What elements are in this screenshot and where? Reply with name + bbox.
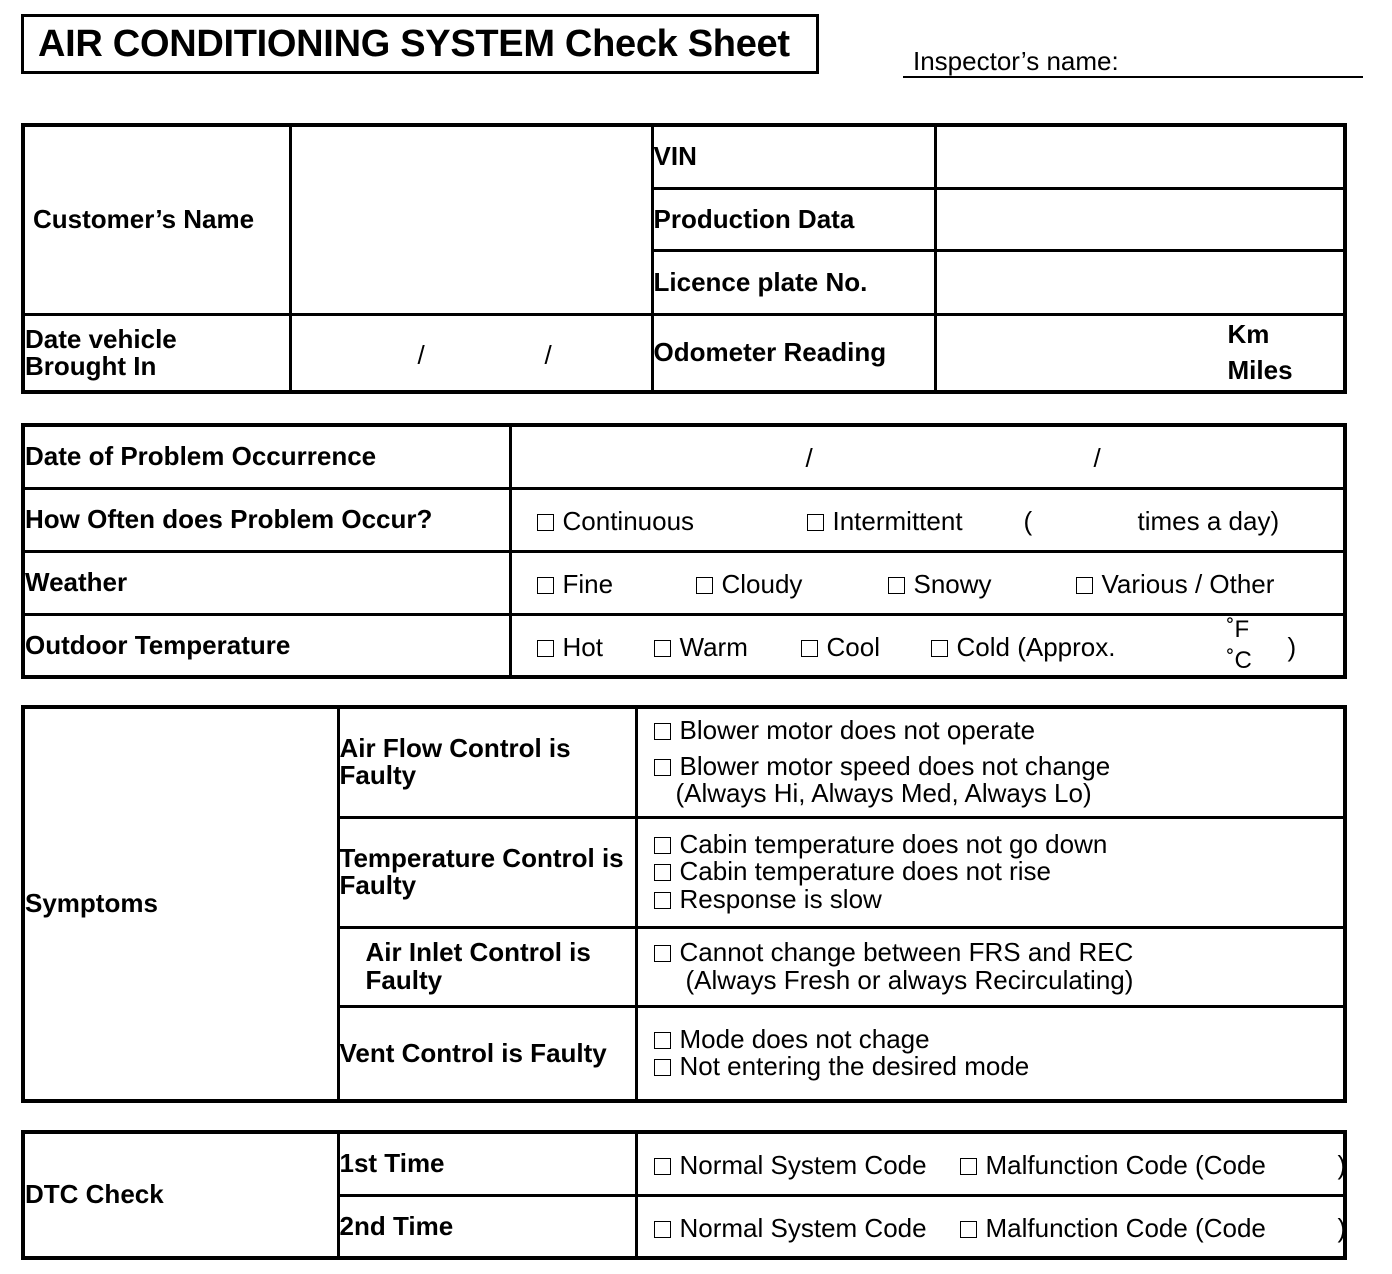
temperature-control-label: Temperature Control is Faulty [338, 817, 636, 927]
checkbox[interactable] [654, 1032, 671, 1049]
option-warm[interactable] [654, 631, 748, 662]
problem-date-field[interactable] [510, 425, 1345, 488]
inspector-name-label: Inspector’s name: [913, 46, 1119, 76]
option-cloudy-label: Cloudy [721, 568, 803, 599]
frequency-label: How Often does Problem Occur? [23, 488, 510, 551]
symptom-mode-not-change[interactable] [654, 1023, 1344, 1054]
checkbox[interactable] [960, 1158, 977, 1175]
production-data-label: Production Data [652, 188, 935, 250]
production-data-field[interactable] [935, 188, 1345, 250]
symptoms-label: Symptoms [23, 707, 338, 1101]
checkbox[interactable] [654, 723, 671, 740]
date-brought-in-label [23, 314, 290, 392]
licence-plate-field[interactable] [935, 251, 1345, 314]
option-cold-label: Cold (Approx. [956, 631, 1116, 662]
unit-celsius: ˚C [1226, 646, 1252, 674]
option-intermittent[interactable] [807, 505, 963, 536]
checkbox[interactable] [537, 640, 554, 657]
weather-options [510, 551, 1345, 614]
unit-miles: Miles [1227, 354, 1293, 385]
problem-occurrence-table [21, 423, 1347, 679]
symptom-not-entering-mode-label: Not entering the desired mode [679, 1051, 1030, 1082]
air-flow-control-label: Air Flow Control is Faulty [338, 707, 636, 817]
times-a-day-label: times a day) [1137, 505, 1280, 536]
air-inlet-symptoms [636, 927, 1345, 1006]
paren-close: ) [1287, 631, 1297, 662]
checkbox[interactable] [960, 1221, 977, 1238]
dtc-second-time-label: 2nd Time [338, 1195, 636, 1258]
option-snowy-label: Snowy [913, 568, 992, 599]
temperature-symptoms [636, 817, 1345, 927]
date-separator: / [417, 339, 425, 370]
paren-close: ) [1337, 1212, 1347, 1243]
symptom-response-slow-label: Response is slow [679, 883, 882, 914]
date-brought-in-label-line1: Date vehicle [25, 323, 177, 354]
symptom-temp-not-down[interactable] [654, 831, 1344, 858]
option-various-other[interactable] [1076, 568, 1275, 599]
symptom-not-entering-mode[interactable] [654, 1053, 1344, 1080]
checkbox[interactable] [537, 514, 554, 531]
paren-close: ) [1337, 1150, 1347, 1180]
unit-km: Km [1227, 318, 1270, 349]
dtc-second-malfunction-code-label: Malfunction Code (Code [985, 1212, 1266, 1243]
checkbox[interactable] [654, 864, 671, 881]
checkbox[interactable] [888, 577, 905, 594]
option-cool[interactable] [801, 631, 880, 662]
symptom-response-slow[interactable] [654, 883, 1344, 914]
dtc-first-malfunction-code[interactable] [960, 1152, 1266, 1179]
problem-date-label: Date of Problem Occurrence [23, 425, 510, 488]
dtc-first-normal-code[interactable] [654, 1152, 927, 1179]
sheet-title: AIR CONDITIONING SYSTEM Check Sheet [21, 14, 819, 74]
symptoms-table [21, 705, 1347, 1103]
checkbox[interactable] [654, 759, 671, 776]
odometer-field[interactable] [935, 314, 1345, 392]
checkbox[interactable] [801, 640, 818, 657]
option-cloudy[interactable] [696, 568, 803, 599]
air-flow-symptoms [636, 707, 1345, 817]
date-brought-in-field[interactable] [290, 314, 652, 392]
dtc-second-malfunction-code[interactable] [960, 1212, 1266, 1243]
option-snowy[interactable] [888, 568, 992, 599]
vin-label: VIN [652, 125, 935, 188]
checkbox[interactable] [807, 514, 824, 531]
temperature-options [510, 614, 1345, 677]
paren-open: ( [1023, 505, 1033, 536]
option-fine-label: Fine [562, 568, 614, 599]
dtc-first-normal-code-label: Normal System Code [679, 1150, 927, 1180]
date-separator: / [544, 339, 552, 370]
customer-name-field[interactable] [290, 125, 652, 314]
symptom-blower-speed-label: Blower motor speed does not change [679, 750, 1111, 781]
checkbox[interactable] [654, 837, 671, 854]
date-brought-in-label-line2: Brought In [25, 350, 157, 381]
checkbox[interactable] [654, 892, 671, 909]
symptom-blower-not-operate[interactable] [654, 717, 1344, 744]
dtc-first-malfunction-code-label: Malfunction Code (Code [985, 1150, 1266, 1180]
option-hot[interactable] [537, 631, 603, 662]
checkbox[interactable] [1076, 577, 1093, 594]
symptom-temp-not-rise-label: Cabin temperature does not rise [679, 856, 1051, 887]
checkbox[interactable] [654, 1221, 671, 1238]
inspector-name-field[interactable] [903, 44, 1363, 78]
symptom-temp-not-rise[interactable] [654, 858, 1344, 885]
outdoor-temperature-label: Outdoor Temperature [23, 614, 510, 677]
dtc-check-label: DTC Check [23, 1132, 338, 1258]
dtc-second-normal-code-label: Normal System Code [679, 1212, 927, 1243]
air-inlet-control-label: Air Inlet Control is Faulty [338, 927, 636, 1006]
option-various-other-label: Various / Other [1101, 568, 1275, 599]
dtc-first-time-label: 1st Time [338, 1132, 636, 1195]
checkbox[interactable] [537, 577, 554, 594]
frequency-options [510, 488, 1345, 551]
option-warm-label: Warm [679, 631, 748, 662]
dtc-check-table [21, 1130, 1347, 1260]
odometer-label: Odometer Reading [652, 314, 935, 392]
option-continuous[interactable] [537, 505, 695, 536]
symptom-mode-not-change-label: Mode does not chage [679, 1023, 930, 1054]
dtc-second-time-options [636, 1195, 1345, 1258]
unit-fahrenheit: ˚F [1226, 615, 1250, 643]
option-cool-label: Cool [826, 631, 880, 662]
checkbox[interactable] [654, 1158, 671, 1175]
dtc-first-time-options [636, 1132, 1345, 1195]
checkbox[interactable] [654, 640, 671, 657]
vent-symptoms [636, 1006, 1345, 1101]
dtc-second-normal-code[interactable] [654, 1212, 927, 1243]
checkbox[interactable] [696, 577, 713, 594]
date-separator: / [1093, 443, 1101, 473]
checkbox[interactable] [931, 640, 948, 657]
option-intermittent-label: Intermittent [832, 505, 963, 536]
weather-label: Weather [23, 551, 510, 614]
air-flow-note: (Always Hi, Always Med, Always Lo) [675, 777, 1092, 808]
symptom-blower-speed[interactable] [654, 750, 1344, 781]
symptom-cannot-change-frs-rec[interactable] [654, 939, 1344, 966]
licence-plate-label: Licence plate No. [652, 251, 935, 314]
symptom-temp-not-down-label: Cabin temperature does not go down [679, 829, 1108, 860]
option-continuous-label: Continuous [562, 505, 695, 536]
checkbox[interactable] [654, 945, 671, 962]
symptom-blower-not-operate-label: Blower motor does not operate [679, 715, 1036, 746]
vin-field[interactable] [935, 125, 1345, 188]
symptom-cannot-change-frs-rec-label: Cannot change between FRS and REC [679, 937, 1134, 968]
date-separator: / [805, 443, 813, 473]
option-fine[interactable] [537, 568, 614, 599]
checkbox[interactable] [654, 1059, 671, 1076]
option-hot-label: Hot [562, 631, 603, 662]
option-cold[interactable] [931, 631, 1116, 662]
air-inlet-note: (Always Fresh or always Recirculating) [685, 964, 1134, 995]
vent-control-label: Vent Control is Faulty [338, 1006, 636, 1101]
vehicle-info-table [21, 123, 1347, 394]
customer-name-label: Customer’s Name [23, 125, 290, 314]
